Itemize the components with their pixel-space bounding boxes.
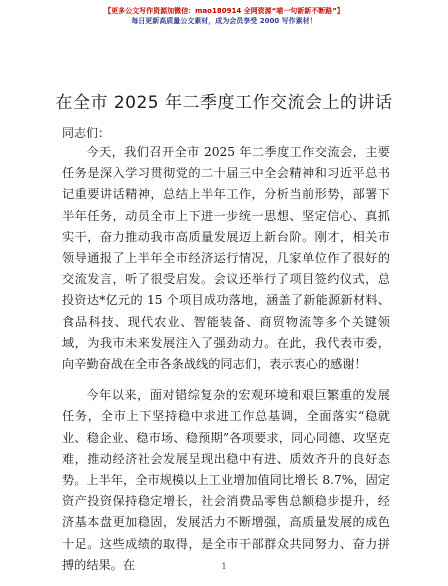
speech-body [62,142,390,586]
salutation: 同志们： [62,126,111,140]
page-number: 1 [221,562,227,571]
paragraph-2: 今年以来，面对错综复杂的宏观环境和艰巨繁重的发展任务，全市上下坚持稳中求进工作总基调，全面落实“稳就业、稳企业、稳市场、稳预期”各项要求，同心同德、攻坚克难，推动经济社会发展呈现出稳中有进、质效齐升的良好态势。上半年，全市规模以上工业增加值同比增长 8.7%，固定资产投资保持稳定增长，社会消费品零售总额稳步提升，经济基本盘更加稳固，发展活力不断增强，高质量发展的成色十足。这些成绩的取得，是全市干部群众共同努力、奋力拼搏的结果。在 [62,388,390,572]
document-title: 在全市 2025 年二季度工作交流会上的讲话 [55,93,393,113]
promo-banner-line1: 【更多公文写作资源加微信：mao180914 全网资源“喵一句新新不断路”】 [104,7,344,15]
promo-banner [0,6,448,26]
paragraph-1: 今天，我们召开全市 2025 年二季度工作交流会，主要任务是深入学习贯彻党的二十届三中全会精神和习近平总书记重要讲话精神，总结上半年工作，分析当前形势，部署下半年任务，动员全市上下进一步统一思想、坚定信心、真抓实干，奋力推动我市高质量发展迈上新台阶。刚才，相关市领导通报了上半年全市经济运行情况，几家单位作了很好的交流发言，听了很受启发。会议还举行了项目签约仪式，总投资达*亿元的 15 个项目成功落地，涵盖了新能源新材料、食品科技、现代农业、智能装备、商贸物流等多个关键领域，为我市未来发展注入了强劲动力。在此，我代表市委，向辛勤奋战在全市各条战线的同志们，表示衷心的感谢！ [62,145,390,372]
promo-banner-line2: 每日更新高质量公文素材，成为会员享受 2000 写作素材！ [131,17,317,25]
